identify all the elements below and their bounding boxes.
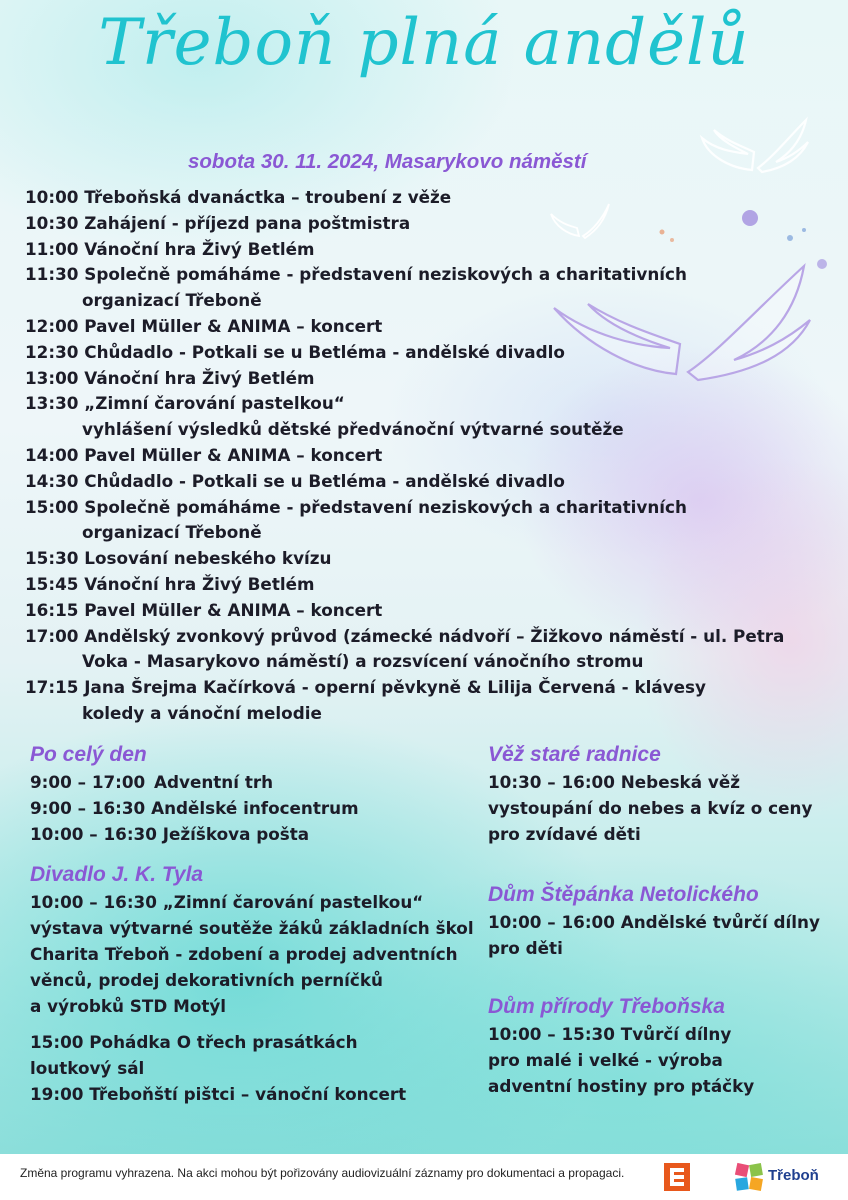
schedule-item: 16:15 Pavel Müller & ANIMA – koncert xyxy=(25,599,383,620)
section-heading: Po celý den xyxy=(30,743,147,766)
schedule-item: 13:00 Vánoční hra Živý Betlém xyxy=(25,367,315,388)
theatre-line: Charita Třeboň - zdobení a prodej adventních xyxy=(30,944,458,964)
footer xyxy=(0,1154,848,1200)
schedule-item: 14:00 Pavel Müller & ANIMA – koncert xyxy=(25,444,383,465)
schedule-item: 15:30 Losování nebeského kvízu xyxy=(25,548,332,569)
cez-logo-icon xyxy=(664,1163,690,1191)
section-heading: Věž staré radnice xyxy=(488,743,661,766)
tower-line: pro zvídavé děti xyxy=(488,824,641,844)
all-day-item: 10:00 – 16:30 Ježíškova pošta xyxy=(30,824,310,844)
all-day-section xyxy=(30,742,359,847)
schedule-item: 13:30 „Zimní čarování pastelkou“ vyhlášení výsledků dětské předvánoční výtvarné soutěže xyxy=(25,393,624,440)
main-schedule xyxy=(25,185,784,727)
schedule-item: 11:00 Vánoční hra Živý Betlém xyxy=(25,238,315,259)
nature-line: pro malé i velké - výroba xyxy=(488,1050,723,1070)
schedule-item: 10:30 Zahájení - příjezd pana poštmistra xyxy=(25,212,411,233)
theatre-line: 10:00 – 16:30 „Zimní čarování pastelkou“ xyxy=(30,892,424,912)
all-day-item: 9:00 – 16:30 Andělské infocentrum xyxy=(30,798,359,818)
event-date-location: sobota 30. 11. 2024, Masarykovo náměstí xyxy=(188,150,587,173)
town-logo xyxy=(734,1161,844,1193)
section-heading: Dům Štěpánka Netolického xyxy=(488,883,759,906)
theatre-line: věnců, prodej dekorativních perníčků xyxy=(30,970,383,990)
theatre-line: loutkový sál xyxy=(30,1058,145,1078)
section-heading: Divadlo J. K. Tyla xyxy=(30,863,204,886)
nature-line: 10:00 – 15:30 Tvůrčí dílny xyxy=(488,1024,732,1044)
schedule-item: 14:30 Chůdadlo - Potkali se u Betléma - andělské divadlo xyxy=(25,470,565,491)
page-title: Třeboň plná andělů xyxy=(98,6,750,80)
stepanka-house-section xyxy=(488,882,820,961)
section-heading: Dům přírody Třeboňska xyxy=(488,995,725,1018)
schedule-item: 17:00 Andělský zvonkový průvod (zámecké nádvoří – Žižkovo náměstí - ul. Petra Voka - Masarykovo náměstí) a rozsvícení vánočního stromu xyxy=(25,625,785,672)
theatre-line: výstava výtvarné soutěže žáků základních škol xyxy=(30,918,474,938)
theatre-section xyxy=(30,862,474,1107)
stepanka-line: 10:00 – 16:00 Andělské tvůrčí dílny xyxy=(488,912,820,932)
nature-house-section xyxy=(488,994,754,1099)
footer-disclaimer: Změna programu vyhrazena. Na akci mohou být pořizovány audiovizuální záznamy pro dokumentaci a propagaci. xyxy=(20,1166,625,1180)
theatre-line: 19:00 Třeboňští pištci – vánoční koncert xyxy=(30,1084,407,1104)
nature-line: adventní hostiny pro ptáčky xyxy=(488,1076,755,1096)
schedule-item: 11:30 Společně pomáháme - představení neziskových a charitativních organizací Třeboně xyxy=(25,264,687,311)
theatre-line: a výrobků STD Motýl xyxy=(30,996,227,1016)
schedule-item: 12:00 Pavel Müller & ANIMA – koncert xyxy=(25,315,383,336)
tower-line: 10:30 – 16:00 Nebeská věž xyxy=(488,772,740,792)
schedule-item: 15:45 Vánoční hra Živý Betlém xyxy=(25,573,315,594)
theatre-line: 15:00 Pohádka O třech prasátkách xyxy=(30,1032,358,1052)
all-day-item: 9:00 – 17:00 Adventní trh xyxy=(30,772,274,792)
tower-line: vystoupání do nebes a kvíz o ceny xyxy=(488,798,813,818)
town-logo-text: Třeboň xyxy=(768,1167,819,1184)
trebon-emblem-icon xyxy=(734,1162,764,1192)
schedule-item: 15:00 Společně pomáháme - představení neziskových a charitativních organizací Třeboně xyxy=(25,496,687,543)
schedule-item: 17:15 Jana Šrejma Kačírková - operní pěvkyně & Lilija Červená - klávesy koledy a vánoční melodie xyxy=(25,677,706,723)
angel-wings-icon xyxy=(690,112,820,192)
stepanka-line: pro děti xyxy=(488,938,563,958)
tower-section xyxy=(488,742,812,847)
schedule-item: 10:00 Třeboňská dvanáctka – troubení z věže xyxy=(25,187,452,207)
schedule-item: 12:30 Chůdadlo - Potkali se u Betléma - andělské divadlo xyxy=(25,341,565,362)
